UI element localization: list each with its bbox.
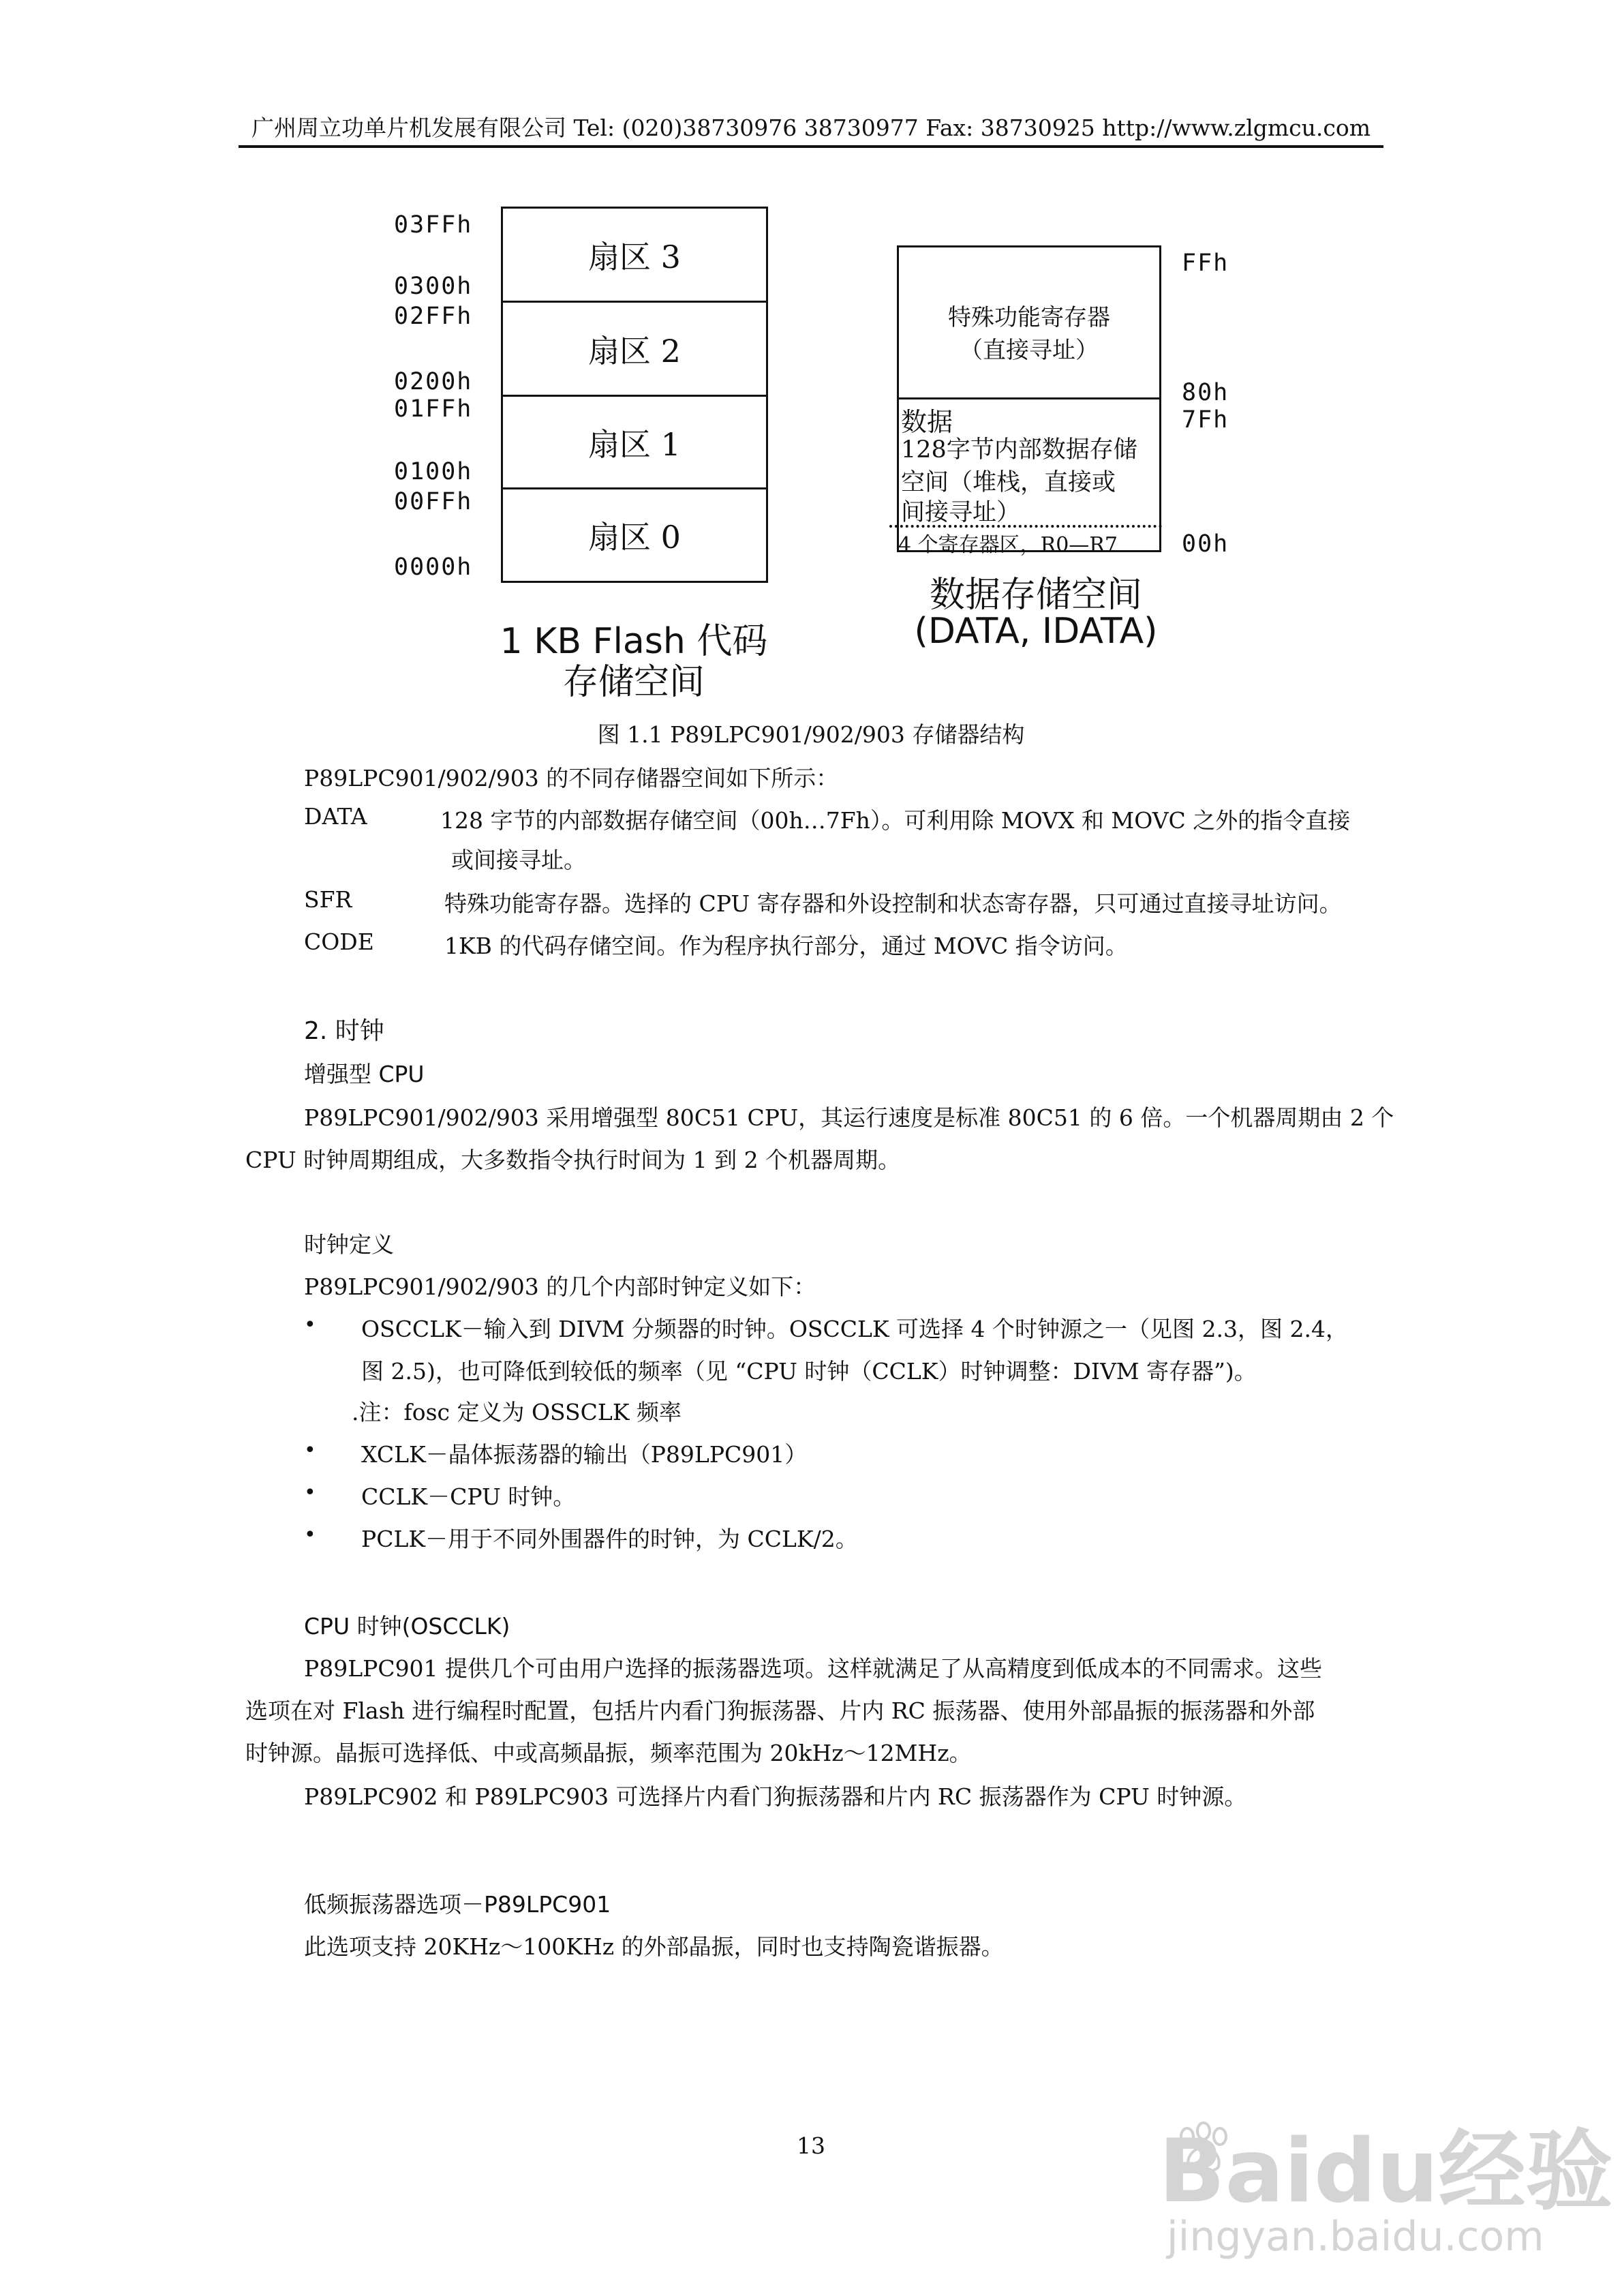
figure-caption: 图 1.1 P89LPC901/902/903 存储器结构	[597, 721, 1025, 748]
bullet-icon: •	[304, 1481, 316, 1505]
def-sfr: 特殊功能寄存器。选择的 CPU 寄存器和外设控制和状态寄存器，只可通过直接寻址访问。	[444, 890, 1342, 917]
address-label: 0000h	[394, 554, 473, 581]
sector-0: 扇区 0	[588, 519, 681, 556]
bullet-icon: •	[304, 1438, 316, 1462]
term-code: CODE	[304, 928, 374, 955]
address-label: 0100h	[394, 458, 473, 485]
cpu-paragraph-line2: CPU 时钟周期组成，大多数指令执行时间为 1 到 2 个机器周期。	[245, 1147, 901, 1173]
data-diagram-caption-line1: 数据存储空间	[929, 575, 1142, 616]
term-sfr: SFR	[304, 886, 352, 913]
address-label: 7Fh	[1182, 406, 1229, 434]
sfr-data-divider	[897, 397, 1161, 399]
cpu-clock-line3: 时钟源。晶振可选择低、中或高频晶振，频率范围为 20kHz～12MHz。	[245, 1740, 972, 1766]
code-memory-box	[501, 207, 768, 583]
bullet-icon: •	[304, 1313, 316, 1337]
address-label: 80h	[1182, 379, 1229, 406]
header-rule	[239, 145, 1383, 148]
def-data-line1: 128 字节的内部数据存储空间（00h…7Fh）。可利用除 MOVX 和 MOVC 之外的指令直接	[440, 807, 1351, 834]
cpu-clock-line1: P89LPC901 提供几个可由用户选择的振荡器选项。这样就满足了从高精度到低成本的不同需求。这些	[304, 1655, 1323, 1682]
cpu-clock-line2: 选项在对 Flash 进行编程时配置，包括片内看门狗振荡器、片内 RC 振荡器、使用外部晶振的振荡器和外部	[245, 1697, 1315, 1724]
sector-3: 扇区 3	[503, 209, 766, 303]
data-desc-line3: 间接寻址）	[901, 499, 1021, 526]
bullet-oscclk-note: .注：fosc 定义为 OSSCLK 频率	[352, 1399, 682, 1425]
lowfreq-heading: 低频振荡器选项－P89LPC901	[304, 1891, 611, 1918]
data-title: 数据	[901, 407, 953, 437]
sfr-subtitle: （直接寻址）	[960, 337, 1099, 364]
bullet-pclk: PCLK－用于不同外围器件的时钟，为 CCLK/2。	[361, 1526, 858, 1552]
register-area-label: 4 个寄存器区，R0—R7	[898, 533, 1118, 557]
cpu-paragraph-line1: P89LPC901/902/903 采用增强型 80C51 CPU，其运行速度是标准 80C51 的 6 倍。一个机器周期由 2 个	[304, 1104, 1394, 1131]
section-title: 2. 时钟	[304, 1017, 384, 1045]
bullet-oscclk-line1: OSCCLK－输入到 DIVM 分频器的时钟。OSCCLK 可选择 4 个时钟源之一（见图 2.3，图 2.4，	[361, 1316, 1348, 1342]
data-diagram-caption-line2: (DATA, IDATA)	[914, 611, 1158, 652]
bullet-xclk: XCLK－晶体振荡器的输出（P89LPC901）	[361, 1441, 808, 1468]
watermark-url: jingyan.baidu.com	[1167, 2213, 1544, 2261]
sector-1: 扇区 1	[503, 397, 766, 489]
sector-2: 扇区 2	[503, 303, 766, 397]
page-number: 13	[797, 2132, 825, 2159]
bullet-cclk: CCLK－CPU 时钟。	[361, 1483, 576, 1510]
def-data-line2: 或间接寻址。	[451, 847, 586, 873]
address-label: 00FFh	[394, 488, 473, 515]
data-desc-line1: 128字节内部数据存储	[901, 436, 1137, 464]
term-data: DATA	[304, 803, 367, 830]
clock-def-heading: 时钟定义	[304, 1231, 394, 1258]
address-label: 0300h	[394, 273, 473, 300]
cpu-clock-heading: CPU 时钟(OSCCLK)	[304, 1613, 510, 1640]
memory-intro: P89LPC901/902/903 的不同存储器空间如下所示：	[304, 765, 839, 791]
code-diagram-caption-line2: 存储空间	[562, 662, 705, 703]
address-label: 03FFh	[394, 211, 473, 239]
lowfreq-paragraph: 此选项支持 20KHz～100KHz 的外部晶振，同时也支持陶瓷谐振器。	[304, 1933, 1004, 1960]
clock-def-intro: P89LPC901/902/903 的几个内部时钟定义如下：	[304, 1273, 816, 1300]
cpu-heading: 增强型 CPU	[304, 1061, 425, 1087]
address-label: 0200h	[394, 368, 473, 395]
code-diagram-caption-line1: 1 KB Flash 代码	[500, 621, 768, 662]
address-label: FFh	[1182, 250, 1229, 277]
data-desc-line2: 空间（堆栈，直接或	[901, 469, 1116, 496]
cpu-clock-line4: P89LPC902 和 P89LPC903 可选择片内看门狗振荡器和片内 RC 振荡器作为 CPU 时钟源。	[304, 1783, 1247, 1810]
address-label: 00h	[1182, 530, 1229, 558]
address-label: 02FFh	[394, 303, 473, 330]
page-header: 广州周立功单片机发展有限公司 Tel: (020)38730976 38730977 Fax: 38730925 http://www.zlgmcu.com	[251, 115, 1371, 141]
address-label: 01FFh	[394, 395, 473, 423]
def-code: 1KB 的代码存储空间。作为程序执行部分，通过 MOVC 指令访问。	[444, 933, 1128, 959]
watermark-brand: Baidu经验	[1159, 2121, 1613, 2222]
sfr-title: 特殊功能寄存器	[948, 304, 1110, 331]
bullet-icon: •	[304, 1523, 316, 1547]
bullet-oscclk-line2: 图 2.5)，也可降低到较低的频率（见 “CPU 时钟（CCLK）时钟调整：DIVM 寄存器”)。	[361, 1358, 1257, 1385]
